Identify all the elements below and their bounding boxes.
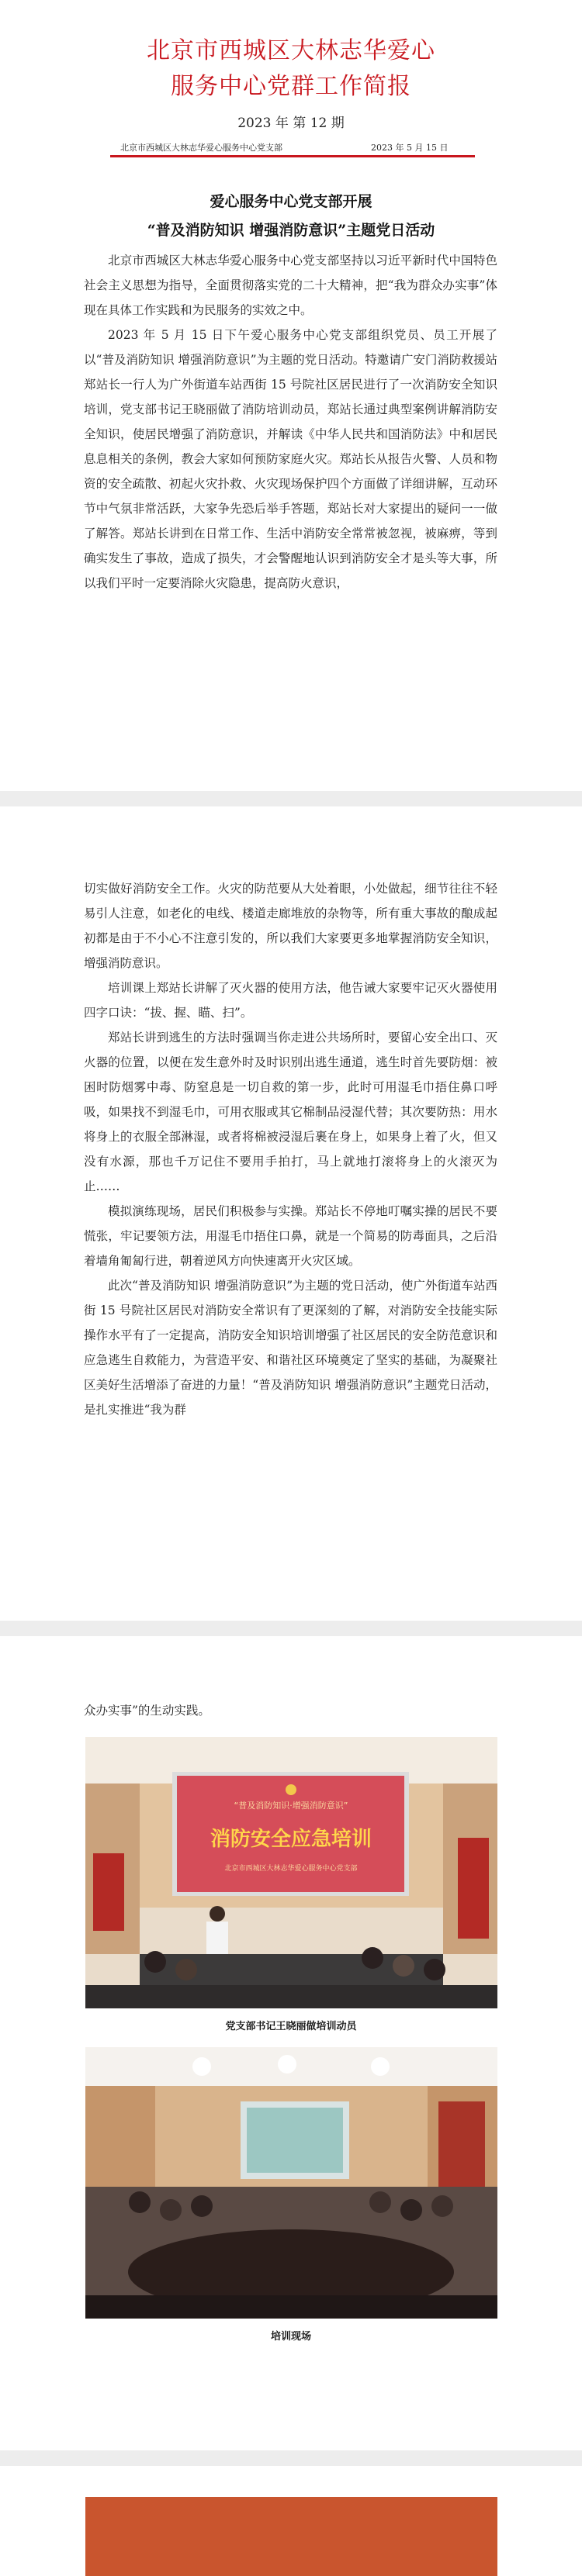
page-2 xyxy=(0,806,582,1621)
paragraph: 2023 年 5 月 15 日下午爱心服务中心党支部组织党员、员工开展了以“普及消防知识 增强消防意识”为主题的党日活动。特邀请广安门消防救援站郑站长一行人为广外街道车站西街 15 号院社区居民进行了一次消防安全知识培训，党支部书记王晓丽做了消防培训动员，郑站长通过典型案例讲解消防安全知识，使居民增强了消防意识，并解读《中华人民共和国消防法》中和居民息息相关的条例，教会大家如何预防家庭火灾。郑站长从报告火警、人员和物资的安全疏散、初起火灾扑救、火灾现场保护四个方面做了详细讲解，互动环节中气氛非常活跃，大家争先恐后举手答题，郑站长对大家提出的疑问一一做了解答。郑站长讲到在日常工作、生活中消防安全常常被忽视，被麻痹，等到确实发生了事故，造成了损失，才会警醒地认识到消防安全才是头等大事，所以我们平时一定要消除火灾隐患，提高防火意识， xyxy=(84,328,497,590)
article-body-page1 xyxy=(84,248,497,596)
next-photo-top xyxy=(85,2497,497,2576)
article-body-page3 xyxy=(84,1698,497,1723)
issue-number: 2023 年 第 12 期 xyxy=(237,116,345,131)
page-3 xyxy=(0,1636,582,2450)
bulletin-title-line2: 服务中心党群工作简报 xyxy=(171,73,411,100)
paragraph: 此次“普及消防知识 增强消防意识”为主题的党日活动，使广外街道车站西街 15 号院社区居民对消防安全常识有了更深刻的了解，对消防安全技能实际操作水平有了一定提高，消防安全知识培训增强了社区居民的安全防范意识和应急逃生自救能力，为营造平安、和谐社区环境奠定了坚实的基础，为凝聚社区美好生活增添了奋进的力量！“普及消防知识 增强消防意识”主题党日活动，是扎实推进“我为群 xyxy=(84,1279,497,1417)
paragraph: 众办实事”的生动实践。 xyxy=(84,1704,210,1718)
training-mobilization-photo xyxy=(85,1737,497,2008)
header-divider xyxy=(110,155,475,157)
paragraph: 培训课上郑站长讲解了灭火器的使用方法，他告诫大家要牢记灭火器使用四字口诀：“拔、握、瞄、扫”。 xyxy=(84,981,497,1020)
bulletin-title-line1: 北京市西城区大林志华爱心 xyxy=(147,37,435,64)
photo1-caption: 党支部书记王晓丽做培训动员 xyxy=(225,2021,357,2032)
page-4 xyxy=(0,2466,582,2576)
article-title-line1: 爱心服务中心党支部开展 xyxy=(210,193,372,210)
article-title-line2: “普及消防知识 增强消防意识”主题党日活动 xyxy=(147,222,435,239)
publish-date: 2023 年 5 月 15 日 xyxy=(371,143,449,153)
publisher: 北京市西城区大林志华爱心服务中心党支部 xyxy=(120,143,282,153)
photo2-caption: 培训现场 xyxy=(270,2331,311,2343)
paragraph: 郑站长讲到逃生的方法时强调当你走进公共场所时，要留心安全出口、灭火器的位置，以便在发生意外时及时识别出逃生通道，逃生时首先要防烟：被困时防烟雾中毒、防窒息是一切自救的第一步，此时可用湿毛巾捂住鼻口呼吸，如果找不到湿毛巾，可用衣服或其它棉制品浸湿代替；其次要防热：用水将身上的衣服全部淋湿，或者将棉被浸湿后裹在身上，如果身上着了火，但又没有水源，那也千万记住不要用手拍打，马上就地打滚将身上的火滚灭为止…… xyxy=(84,1031,497,1193)
training-scene-photo xyxy=(85,2047,497,2319)
paragraph: 模拟演练现场，居民们积极参与实操。郑站长不停地叮嘱实操的居民不要慌张，牢记要领方法，用湿毛巾捂住口鼻，就是一个简易的防毒面具，之后沿着墙角匍匐行进，朝着逆风方向快速离开火灾区域。 xyxy=(84,1204,497,1268)
page-1 xyxy=(0,0,582,791)
paragraph: 切实做好消防安全工作。火灾的防范要从大处着眼，小处做起，细节往往不轻易引人注意，如老化的电线、楼道走廊堆放的杂物等，所有重大事故的酿成起初都是由于不小心不注意引发的，所以我们大家要更多地掌握消防安全知识，增强消防意识。 xyxy=(84,882,497,970)
banner-small-text: “普及消防知识·增强消防意识” xyxy=(234,1801,348,1811)
paragraph: 北京市西城区大林志华爱心服务中心党支部坚持以习近平新时代中国特色社会主义思想为指导，全面贯彻落实党的二十大精神，把“我为群众办实事”体现在具体工作实践和为民服务的实效之中。 xyxy=(84,254,497,317)
banner-large-text: 消防安全应急培训 xyxy=(210,1828,372,1851)
banner-sub-text: 北京市西城区大林志华爱心服务中心党支部 xyxy=(224,1865,358,1873)
article-body-page2 xyxy=(84,876,497,1422)
